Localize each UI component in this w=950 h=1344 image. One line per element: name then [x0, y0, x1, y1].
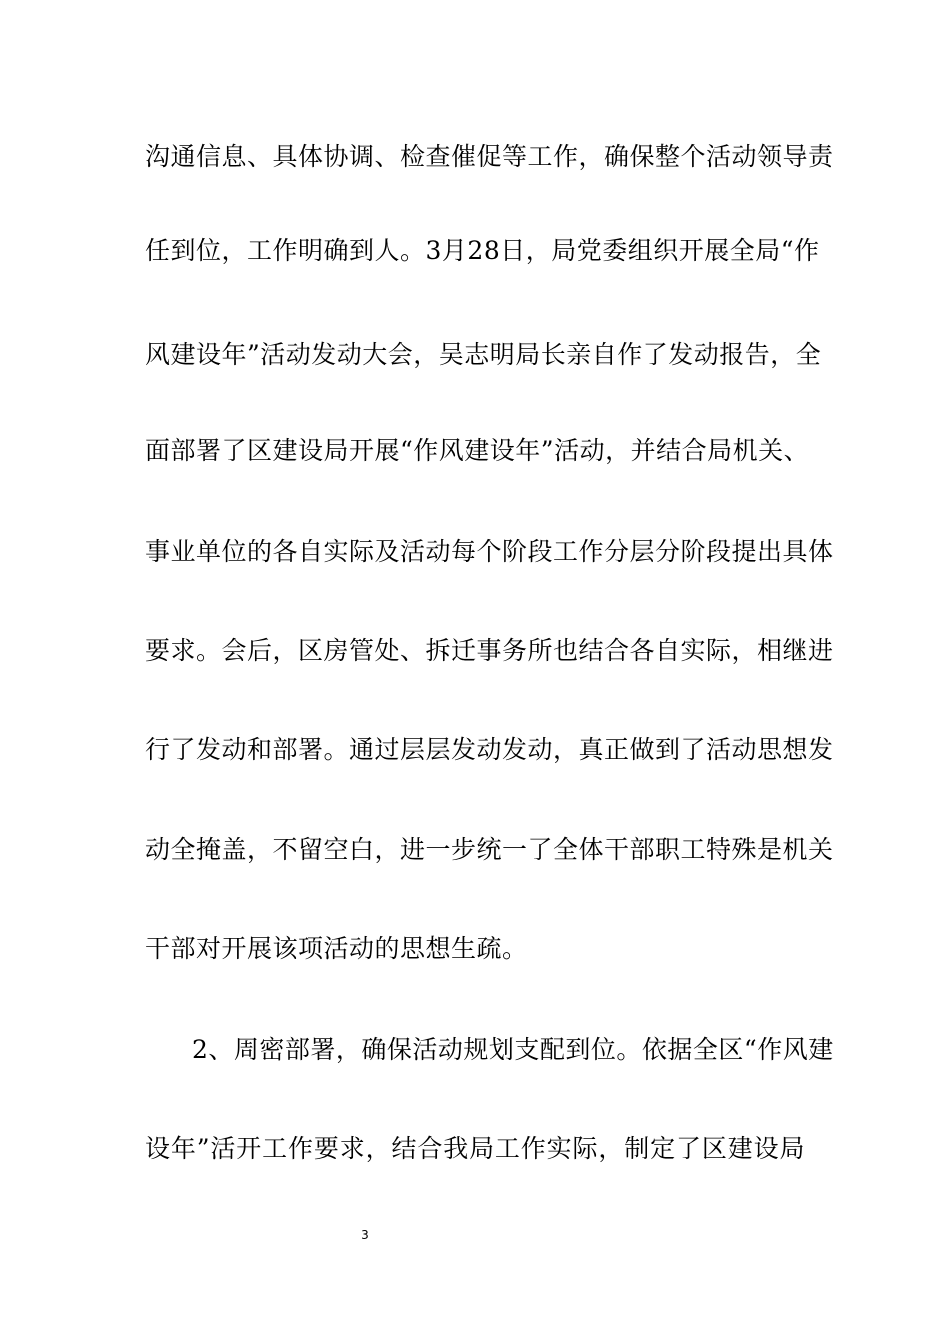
body-text-line: 任到位，工作明确到人。3月28日，局党委组织开展全局“作: [145, 236, 820, 265]
body-text-line: 沟通信息、具体协调、检查催促等工作，确保整个活动领导责: [145, 142, 834, 171]
body-text-line: 事业单位的各自实际及活动每个阶段工作分层分阶段提出具体: [145, 537, 834, 566]
body-text-line: 干部对开展该项活动的思想生疏。: [145, 934, 528, 963]
body-text-line: 动全掩盖，不留空白，进一步统一了全体干部职工特殊是机关: [145, 835, 834, 864]
body-text-line: 设年”活开工作要求，结合我局工作实际，制定了区建设局: [145, 1134, 805, 1163]
body-text-line: 要求。会后，区房管处、拆迁事务所也结合各自实际，相继进: [145, 636, 834, 665]
page-number: 3: [361, 1228, 369, 1242]
paragraph-heading-line: 2、周密部署，确保活动规划支配到位。依据全区“作风建: [192, 1035, 834, 1064]
body-text-line: 行了发动和部署。通过层层发动发动，真正做到了活动思想发: [145, 735, 834, 764]
body-text-line: 面部署了区建设局开展“作风建设年”活动，并结合局机关、: [145, 436, 810, 465]
body-text-line: 风建设年”活动发动大会，吴志明局长亲自作了发动报告，全: [145, 340, 822, 369]
